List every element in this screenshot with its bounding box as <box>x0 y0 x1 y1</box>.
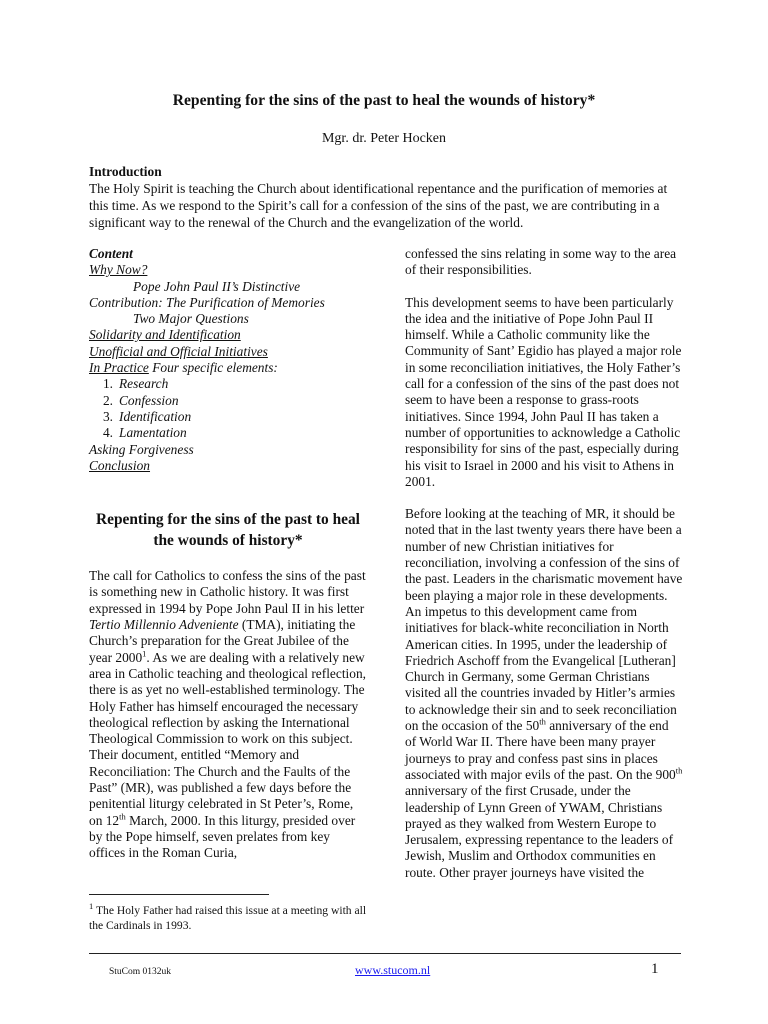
toc-link-in-practice[interactable]: In Practice <box>89 360 149 376</box>
footnote-divider <box>89 894 269 895</box>
section-title: Repenting for the sins of the past to heal the wounds of history* <box>96 511 360 550</box>
table-of-contents <box>89 246 367 474</box>
toc-heading: Content <box>89 246 133 261</box>
ordinal-suffix: th <box>119 811 126 822</box>
body-paragraph: confessed the sins relating in some way to the area of their responsibilities. <box>405 246 677 278</box>
footnote-marker: 1 <box>89 901 94 912</box>
left-column <box>89 246 367 862</box>
toc-subitem-number: 3. <box>102 408 113 424</box>
body-paragraph <box>405 506 683 881</box>
introduction-text: The Holy Spirit is teaching the Church about identificational repentance and the purification of memories at this time. As we respond to the Spirit’s call for a confession of the sins of the past, we are contributing in a significant way to the renewal of the Church and the evangelization of the world. <box>89 181 668 230</box>
body-text: March, 2000. In this liturgy, presided over by the Pope himself, seven prelates from key offices in the Roman Curia, <box>89 812 356 861</box>
footnote-text: The Holy Father had raised this issue at a meeting with all the Cardinals in 1993. <box>89 904 367 932</box>
letter-title: Tertio Millennio Adveniente <box>89 617 239 633</box>
ordinal-suffix: th <box>675 765 683 776</box>
body-text: . As we are dealing with a relatively new area in Catholic teaching and theological reflection, there is as yet no well-established terminology. The Holy Father has himself encouraged the necessary theological reflection by asking the International Theological Commission to work on this subject. Their document, entitled “Memory and Reconciliation: The Church and the Faults of the Past” (MR), was published a few days before the penitential liturgy celebrated in St Peter’s, Rome, on 12 <box>89 649 366 828</box>
footnote <box>89 903 371 933</box>
footer-doc-code: StuCom 0132uk <box>109 967 172 977</box>
toc-subitem-label: Confession <box>119 392 179 408</box>
footer-website-link[interactable]: www.stucom.nl <box>355 963 431 977</box>
body-text: (TMA), initiating the Church’s preparation for the Great Jubilee of the year 2000 <box>89 617 356 665</box>
footnote-reference[interactable]: 1 <box>142 648 147 659</box>
toc-subitem-label: Research <box>119 376 169 392</box>
toc-subitem <box>89 409 367 425</box>
body-text: The call for Catholics to confess the sins of the past is something new in Catholic history. It was first expressed in 1994 by Pope John Paul II in his letter <box>89 568 366 616</box>
toc-item-two-questions: Two Major Questions <box>133 311 249 327</box>
toc-four-elements: Four specific elements: <box>148 360 278 376</box>
toc-subitem-number: 1. <box>102 376 113 392</box>
toc-subitem-label: Lamentation <box>119 425 187 441</box>
toc-subitem <box>89 393 367 409</box>
toc-link-initiatives[interactable]: Unofficial and Official Initiatives <box>89 343 268 359</box>
toc-subitem-number: 4. <box>102 425 113 441</box>
toc-subitem-label: Identification <box>119 408 192 424</box>
page-title: Repenting for the sins of the past to heal the wounds of history* <box>172 92 596 109</box>
body-paragraph: This development seems to have been particularly the idea and the initiative of Pope John Paul II himself. While a Catholic community like the Community of Sant’ Egidio has played a major role in some reconciliation initiatives, the Holy Father’s call for a confession of the sins of the past does not seem to have been a response to grass-roots initiatives. Since 1994, John Paul II has taken a number of opportunities to acknowledge a Catholic responsibility for sins of the past, especially during his visit to Israel in 2000 and his visit to Athens in 2001. <box>405 294 682 489</box>
toc-item-distinctive: Pope John Paul II’s Distinctive <box>133 278 301 294</box>
toc-subitem <box>89 425 367 441</box>
toc-link-solidarity[interactable]: Solidarity and Identification <box>89 327 241 343</box>
page-number: 1 <box>651 961 659 977</box>
toc-item-asking: Asking Forgiveness <box>89 441 194 457</box>
toc-item-in-practice <box>89 360 367 376</box>
ordinal-suffix: th <box>539 716 546 727</box>
toc-item-contribution: Contribution: The Purification of Memories <box>89 294 325 310</box>
toc-link-conclusion[interactable]: Conclusion <box>89 457 151 473</box>
toc-subitem <box>89 376 367 392</box>
right-column <box>405 246 683 881</box>
toc-subitem-number: 2. <box>102 392 113 408</box>
introduction-section <box>89 163 681 231</box>
toc-link-why-now[interactable]: Why Now? <box>89 262 148 278</box>
footer-divider <box>89 953 681 954</box>
body-text: anniversary of the end of World War II. There have been many prayer journeys to pray and confess past sins in places associated with major evils of the past. On the 900 <box>405 718 676 782</box>
body-text: anniversary of the first Crusade, under the leadership of Lynn Green of YWAM, Christians prayed as they walked from Western Europe to Jerusalem, expressing repentance to the leaders of Jewish, Muslim and Orthodox communities en route. Other prayer journeys have visited the <box>405 783 674 880</box>
body-paragraph <box>89 568 367 861</box>
body-text: Before looking at the teaching of MR, it should be noted that in the last twenty years there have been a number of new Christian initiatives for reconciliation, involving a confession of the sins of the past. Leaders in the charismatic movement have been playing a major role in these developments. An impetus to this development came from initiatives for black-white reconciliation in North American cities. In 1995, under the leadership of Friedrich Aschoff from the Evangelical [Lutheran] Church in Germany, some German Christians visited all the countries invaded by Hitler’s armies to acknowledge their sin and to seek reconciliation on the occasion of the 50 <box>405 506 683 734</box>
author-line: Mgr. dr. Peter Hocken <box>321 131 447 146</box>
introduction-heading: Introduction <box>89 164 162 179</box>
